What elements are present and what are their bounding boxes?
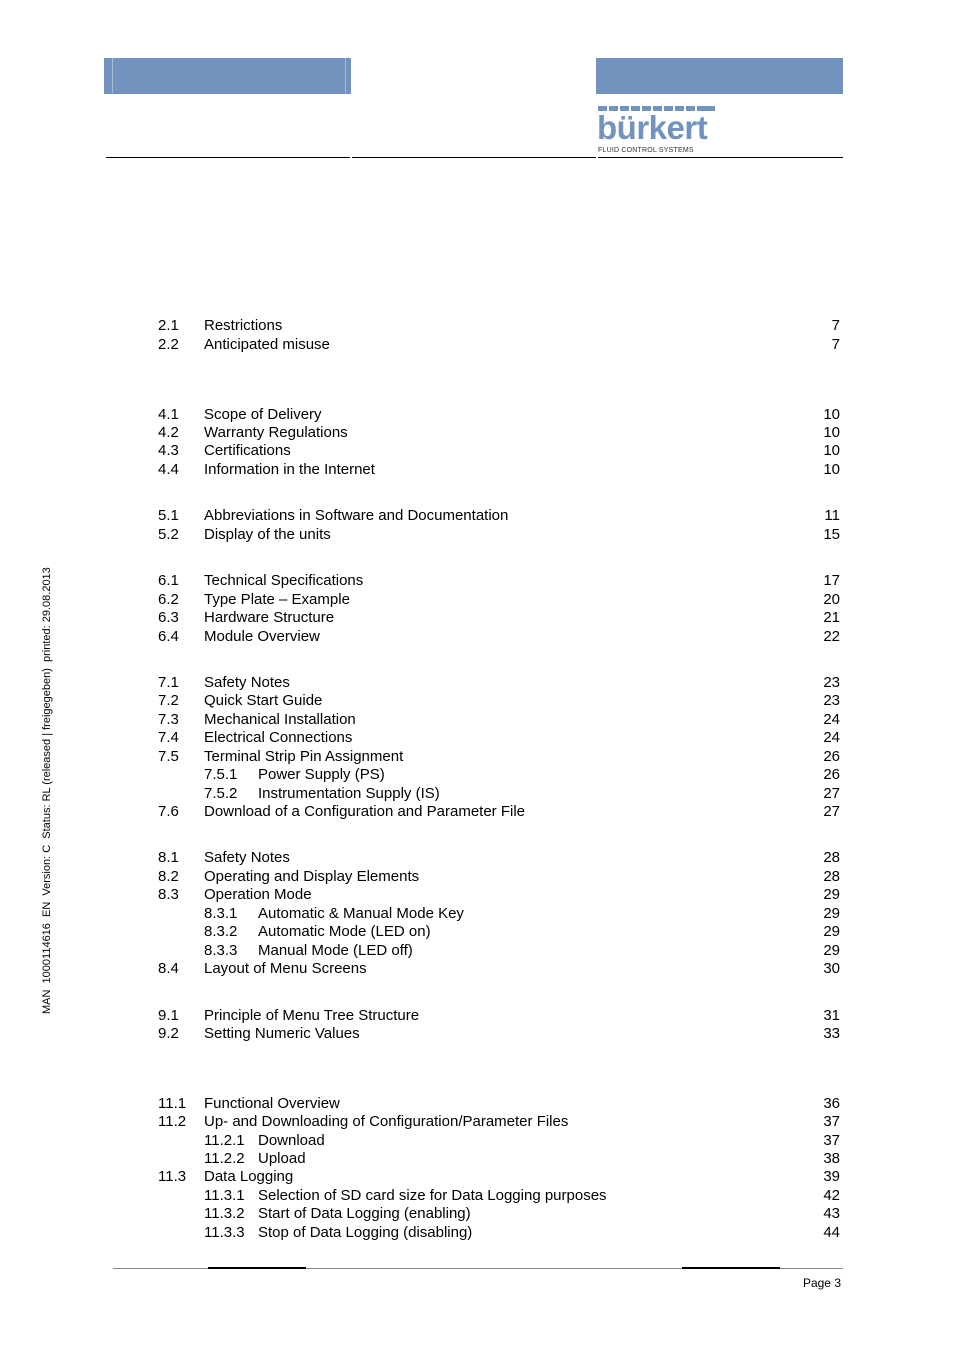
toc-entry[interactable] [0,1186,954,1205]
toc-entry-title: Principle of Menu Tree Structure [204,1007,420,1024]
toc-entry-number: 6.4 [158,628,179,645]
toc-entry-title: Quick Start Guide [204,692,323,709]
toc-entry-title: Power Supply (PS) [258,766,385,783]
toc-entry-number: 9.1 [158,1007,179,1024]
toc-entry[interactable] [0,765,954,784]
toc-entry-page: 30 [823,960,840,977]
toc-entry-number: 7.6 [158,803,179,820]
footer-rule-accent-right [682,1267,780,1269]
toc-entry-number: 8.4 [158,960,179,977]
toc-entry-page: 23 [823,674,840,691]
toc-entry-title: Layout of Menu Screens [204,960,367,977]
toc-entry-page: 29 [823,942,840,959]
toc-entry-title: Setting Numeric Values [204,1025,360,1042]
toc-entry-number: 4.1 [158,406,179,423]
toc-entry-number: 11.3 [158,1168,187,1185]
toc-entry-title: Automatic Mode (LED on) [258,923,431,940]
toc-entry[interactable] [0,691,954,710]
toc-entry-page: 29 [823,923,840,940]
toc-entry-title: Download [258,1132,325,1149]
toc-subentry-number: 11.2.2 [204,1150,245,1167]
toc-entry[interactable] [0,423,954,442]
toc-entry-title: Stop of Data Logging (disabling) [258,1224,473,1241]
toc-entry[interactable] [0,1204,954,1223]
toc-entry-page: 17 [823,572,840,589]
toc-entry-title: Scope of Delivery [204,406,322,423]
toc-entry[interactable] [0,1112,954,1131]
toc-entry-title: Electrical Connections [204,729,353,746]
toc-entry-title: Data Logging [204,1168,294,1185]
toc-entry-page: 24 [823,729,840,746]
toc-entry[interactable] [0,627,954,646]
toc-entry-page: 38 [823,1150,840,1167]
toc-entry-page: 10 [823,406,840,423]
toc-entry-page: 33 [823,1025,840,1042]
toc-entry-number: 2.2 [158,336,179,353]
toc-subentry-number: 8.3.3 [204,942,238,959]
toc-entry-title: Download of a Configuration and Parameter File [204,803,526,820]
burkert-logo [597,106,717,158]
header-rule-left [106,157,350,158]
toc-entry[interactable] [0,1149,954,1168]
toc-entry-title: Upload [258,1150,306,1167]
toc-entry-page: 28 [823,868,840,885]
toc-entry-title: Selection of SD card size for Data Logging purposes [258,1187,607,1204]
toc-entry-number: 5.1 [158,507,179,524]
header-bar-right [596,58,843,94]
toc-entry-page: 7 [831,317,840,334]
toc-entry-page: 37 [823,1132,840,1149]
toc-entry-number: 8.2 [158,868,179,885]
toc-entry[interactable] [0,784,954,803]
toc-entry[interactable] [0,867,954,886]
toc-entry-page: 42 [823,1187,840,1204]
toc-entry-number: 7.1 [158,674,179,691]
toc-entry-title: Restrictions [204,317,283,334]
toc-subentry-number: 11.3.3 [204,1224,245,1241]
toc-entry-title: Functional Overview [204,1095,340,1112]
toc-entry-number: 6.2 [158,591,179,608]
toc-entry-page: 10 [823,442,840,459]
toc-entry-number: 9.2 [158,1025,179,1042]
toc-entry-title: Information in the Internet [204,461,375,478]
toc-entry-page: 29 [823,886,840,903]
toc-entry-title: Safety Notes [204,849,290,866]
toc-entry-title: Mechanical Installation [204,711,356,728]
toc-entry[interactable] [0,1024,954,1043]
toc-entry-number: 4.4 [158,461,179,478]
toc-entry[interactable] [0,506,954,525]
toc-entry-page: 29 [823,905,840,922]
document-status-note: MAN 1000114616 EN Version: C Status: RL (released | freigegeben) printed: 29.08.2013 [41,567,53,1014]
header-rule-middle [352,157,596,158]
toc-entry-page: 26 [823,766,840,783]
toc-entry-number: 4.3 [158,442,179,459]
toc-entry-page: 20 [823,591,840,608]
toc-entry[interactable] [0,460,954,479]
toc-entry-title: Automatic & Manual Mode Key [258,905,464,922]
toc-entry-page: 27 [823,803,840,820]
toc-subentry-number: 11.2.1 [204,1132,245,1149]
toc-entry-number: 7.5 [158,748,179,765]
toc-entry[interactable] [0,728,954,747]
toc-entry-page: 7 [831,336,840,353]
toc-entry-title: Operation Mode [204,886,312,903]
toc-entry-title: Manual Mode (LED off) [258,942,413,959]
header-bar-left [104,58,351,94]
toc-entry[interactable] [0,441,954,460]
toc-subentry-number: 11.3.2 [204,1205,245,1222]
toc-entry-page: 27 [823,785,840,802]
toc-entry-page: 37 [823,1113,840,1130]
toc-entry[interactable] [0,316,954,335]
toc-entry[interactable] [0,335,954,354]
toc-entry-page: 11 [824,507,840,524]
toc-entry-title: Module Overview [204,628,320,645]
toc-entry-number: 6.1 [158,572,179,589]
toc-entry-page: 22 [823,628,840,645]
toc-entry-title: Safety Notes [204,674,290,691]
toc-entry-number: 7.4 [158,729,179,746]
toc-entry[interactable] [0,571,954,590]
logo-wordmark: bürkert [597,109,708,146]
toc-entry-title: Up- and Downloading of Configuration/Parameter Files [204,1113,569,1130]
toc-entry[interactable] [0,590,954,609]
toc-entry-number: 4.2 [158,424,179,441]
toc-entry-number: 6.3 [158,609,179,626]
toc-entry-page: 24 [823,711,840,728]
toc-entry-page: 10 [823,461,840,478]
toc-entry-title: Display of the units [204,526,331,543]
toc-entry[interactable] [0,747,954,766]
toc-entry-title: Start of Data Logging (enabling) [258,1205,471,1222]
toc-entry-number: 7.2 [158,692,179,709]
toc-entry[interactable] [0,673,954,692]
toc-entry-page: 10 [823,424,840,441]
toc-entry-page: 36 [823,1095,840,1112]
toc-entry[interactable] [0,922,954,941]
toc-entry-title: Warranty Regulations [204,424,348,441]
toc-entry-number: 8.1 [158,849,179,866]
toc-entry[interactable] [0,1006,954,1025]
toc-entry[interactable] [0,885,954,904]
toc-subentry-number: 8.3.1 [204,905,238,922]
toc-entry-page: 39 [823,1168,840,1185]
logo-tagline: FLUID CONTROL SYSTEMS [598,147,694,154]
page-number: Page 3 [802,1276,841,1290]
toc-entry-title: Terminal Strip Pin Assignment [204,748,404,765]
toc-entry-page: 44 [823,1224,840,1241]
toc-entry[interactable] [0,1223,954,1242]
toc-entry-number: 2.1 [158,317,179,334]
toc-entry[interactable] [0,710,954,729]
toc-entry[interactable] [0,848,954,867]
toc-entry[interactable] [0,525,954,544]
toc-entry[interactable] [0,1167,954,1186]
toc-entry-title: Abbreviations in Software and Documentation [204,507,509,524]
toc-entry-number: 8.3 [158,886,179,903]
toc-entry[interactable] [0,1094,954,1113]
toc-entry[interactable] [0,904,954,923]
toc-entry-page: 15 [823,526,840,543]
toc-entry-number: 11.1 [158,1095,187,1112]
toc-entry-title: Technical Specifications [204,572,364,589]
toc-entry-title: Operating and Display Elements [204,868,420,885]
toc-entry-page: 21 [823,609,840,626]
footer-rule-accent-left [208,1267,306,1269]
toc-entry-title: Instrumentation Supply (IS) [258,785,440,802]
toc-entry-page: 31 [823,1007,840,1024]
toc-entry-title: Type Plate – Example [204,591,350,608]
toc-entry-number: 5.2 [158,526,179,543]
toc-entry-page: 26 [823,748,840,765]
toc-entry-number: 7.3 [158,711,179,728]
toc-entry[interactable] [0,959,954,978]
toc-entry-title: Certifications [204,442,291,459]
toc-subentry-number: 11.3.1 [204,1187,245,1204]
toc-entry[interactable] [0,941,954,960]
toc-entry-page: 28 [823,849,840,866]
toc-subentry-number: 8.3.2 [204,923,238,940]
toc-entry-page: 23 [823,692,840,709]
toc-subentry-number: 7.5.1 [204,766,238,783]
toc-entry[interactable] [0,608,954,627]
toc-entry[interactable] [0,1131,954,1150]
toc-entry-title: Hardware Structure [204,609,335,626]
toc-entry-page: 43 [823,1205,840,1222]
toc-entry-number: 11.2 [158,1113,187,1130]
toc-entry[interactable] [0,405,954,424]
toc-entry-title: Anticipated misuse [204,336,330,353]
toc-entry[interactable] [0,802,954,821]
toc-subentry-number: 7.5.2 [204,785,238,802]
